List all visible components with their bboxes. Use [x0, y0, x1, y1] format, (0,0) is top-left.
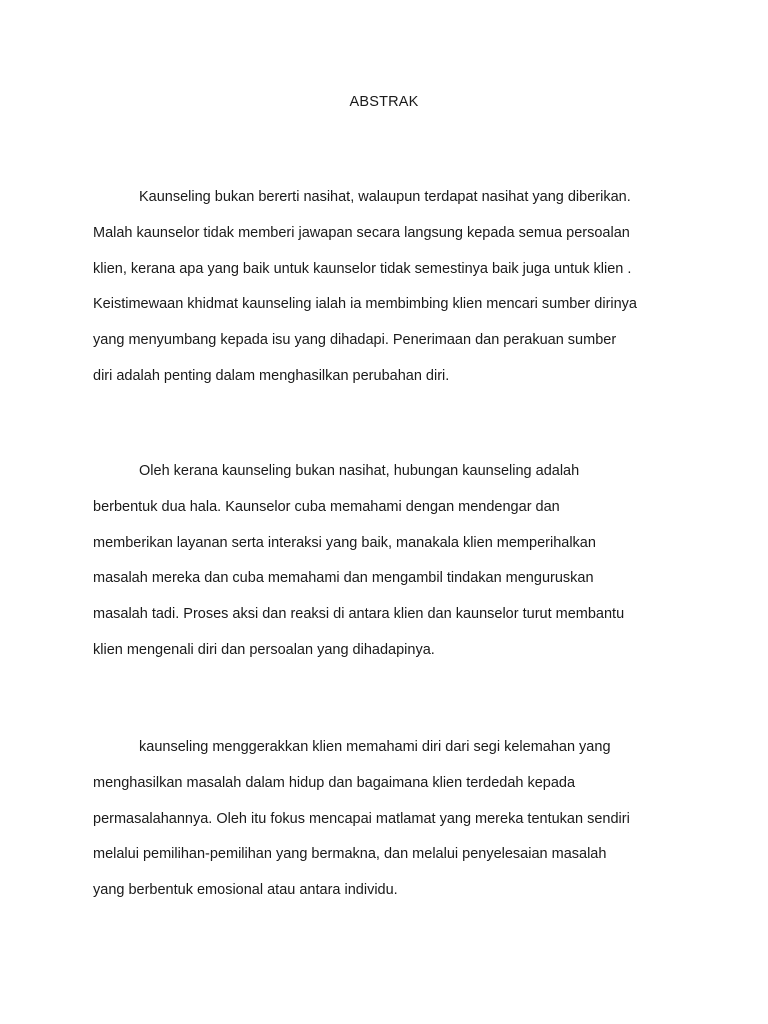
paragraph [93, 454, 693, 669]
paragraph [93, 180, 693, 395]
paragraph-line: Keistimewaan khidmat kaunseling ialah ia membimbing klien mencari sumber dirinya [93, 296, 637, 313]
paragraph-line: menghasilkan masalah dalam hidup dan bagaimana klien terdedah kepada [93, 774, 576, 791]
paragraph-line: yang berbentuk emosional atau antara individu. [93, 882, 398, 899]
paragraph-line: klien mengenali diri dan persoalan yang dihadapinya. [93, 641, 435, 658]
paragraph-line: Kaunseling bukan bererti nasihat, walaupun terdapat nasihat yang diberikan. [139, 189, 631, 205]
paragraph-line: yang menyumbang kepada isu yang dihadapi. Penerimaan dan perakuan sumber [93, 332, 617, 349]
paragraph-line: klien, kerana apa yang baik untuk kaunselor tidak semestinya baik juga untuk klien . [93, 260, 632, 277]
paragraph-line: masalah mereka dan cuba memahami dan mengambil tindakan menguruskan [93, 570, 594, 587]
paragraph-line: diri adalah penting dalam menghasilkan perubahan diri. [93, 367, 450, 384]
paragraph-line: kaunseling menggerakkan klien memahami diri dari segi kelemahan yang [139, 739, 611, 755]
paragraph-line: masalah tadi. Proses aksi dan reaksi di antara klien dan kaunselor turut membantu [93, 606, 625, 623]
page-title: ABSTRAK [349, 94, 419, 110]
paragraph [93, 730, 693, 909]
paragraph-line: Malah kaunselor tidak memberi jawapan secara langsung kepada semua persoalan [93, 224, 630, 241]
paragraph-line: melalui pemilihan-pemilihan yang bermakna, dan melalui penyelesaian masalah [93, 846, 607, 863]
paragraph-line: Oleh kerana kaunseling bukan nasihat, hubungan kaunseling adalah [139, 463, 580, 479]
paragraph-line: permasalahannya. Oleh itu fokus mencapai matlamat yang mereka tentukan sendiri [93, 810, 630, 827]
paragraph-line: berbentuk dua hala. Kaunselor cuba memahami dengan mendengar dan [93, 498, 560, 515]
paragraph-line: memberikan layanan serta interaksi yang baik, manakala klien memperihalkan [93, 534, 596, 551]
